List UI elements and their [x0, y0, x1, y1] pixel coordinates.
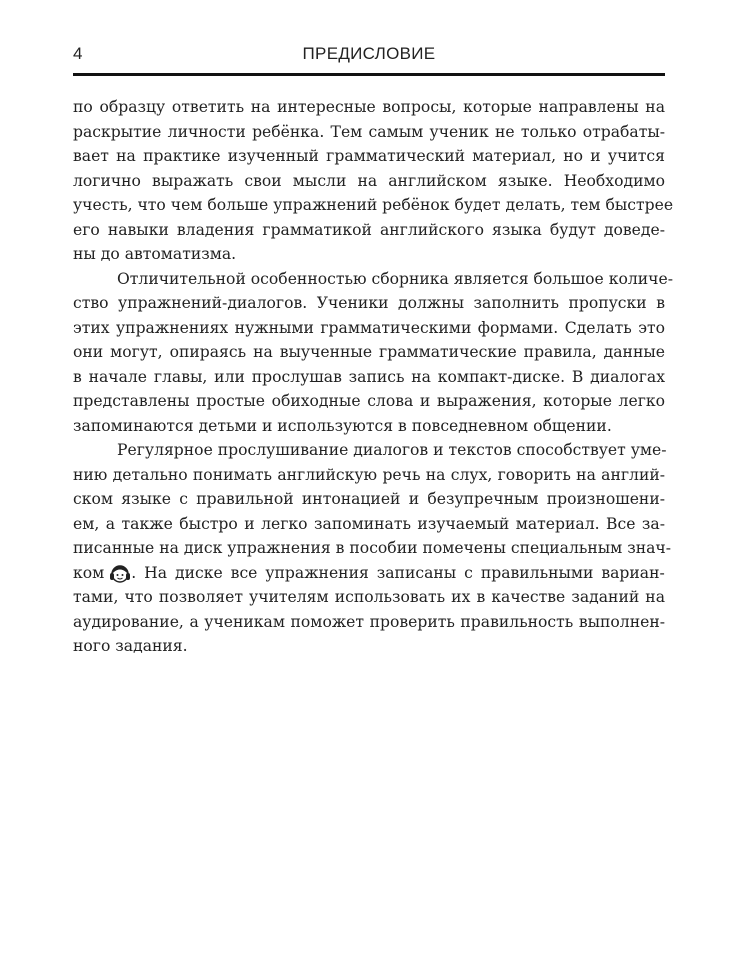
- text-line: вает на практике изученный грамматический материал, но и учится: [73, 147, 665, 165]
- text-line: тами, что позволяет учителям использовать их в качестве заданий на: [73, 588, 665, 606]
- page-number: 4: [73, 44, 83, 63]
- paragraph-3: [73, 438, 672, 659]
- text-line: они могут, опираясь на выученные грамматические правила, данные: [73, 343, 665, 361]
- text-line: ного задания.: [73, 637, 188, 655]
- text-line: ем, а также быстро и легко запоминать изучаемый материал. Все за-: [73, 514, 665, 533]
- header-rule: [73, 73, 665, 76]
- text-line: ском языке с правильной интонацией и безупречным произношени-: [73, 490, 665, 508]
- text-line: представлены простые обиходные слова и выражения, которые легко: [73, 392, 665, 410]
- text-line: ны до автоматизма.: [73, 245, 237, 263]
- text-line-with-icon: [73, 561, 665, 586]
- page-body: [73, 95, 674, 659]
- text-line: Отличительной особенностью сборника является большое количе-: [117, 269, 673, 288]
- text-line: в начале главы, или прослушав запись на компакт-диске. В диалогах: [73, 367, 665, 386]
- paragraph-2: [73, 267, 673, 439]
- text-line: по образцу ответить на интересные вопросы, которые направлены на: [73, 98, 665, 116]
- text-line: аудирование, а ученикам поможет проверить правильность выполнен-: [73, 612, 665, 631]
- running-title: ПРЕДИСЛОВИЕ: [302, 44, 436, 63]
- text-line: логично выражать свои мысли на английском языке. Необходимо: [73, 171, 665, 190]
- text-line: Регулярное прослушивание диалогов и текстов способствует уме-: [117, 441, 667, 459]
- text-fragment: ком: [73, 563, 105, 582]
- audio-headphones-girl-icon: [109, 564, 131, 584]
- text-line: его навыки владения грамматикой английского языка будут доведе-: [73, 220, 665, 239]
- text-line: нию детально понимать английскую речь на слух, говорить на англий-: [73, 465, 665, 484]
- text-line: раскрытие личности ребёнка. Тем самым ученик не только отрабаты-: [73, 122, 665, 141]
- text-line: запоминаются детьми и используются в повседневном общении.: [73, 416, 612, 435]
- running-header: [73, 44, 665, 68]
- paragraph-1: [73, 95, 674, 267]
- text-line: этих упражнениях нужными грамматическими формами. Сделать это: [73, 318, 665, 337]
- text-fragment: . На диске все упражнения записаны с правильными вариан-: [131, 563, 665, 582]
- text-line: ство упражнений-диалогов. Ученики должны заполнить пропуски в: [73, 294, 665, 312]
- text-line: учесть, что чем больше упражнений ребёнок будет делать, тем быстрее: [73, 196, 674, 214]
- text-line: писанные на диск упражнения в пособии помечены специальным знач-: [73, 539, 672, 557]
